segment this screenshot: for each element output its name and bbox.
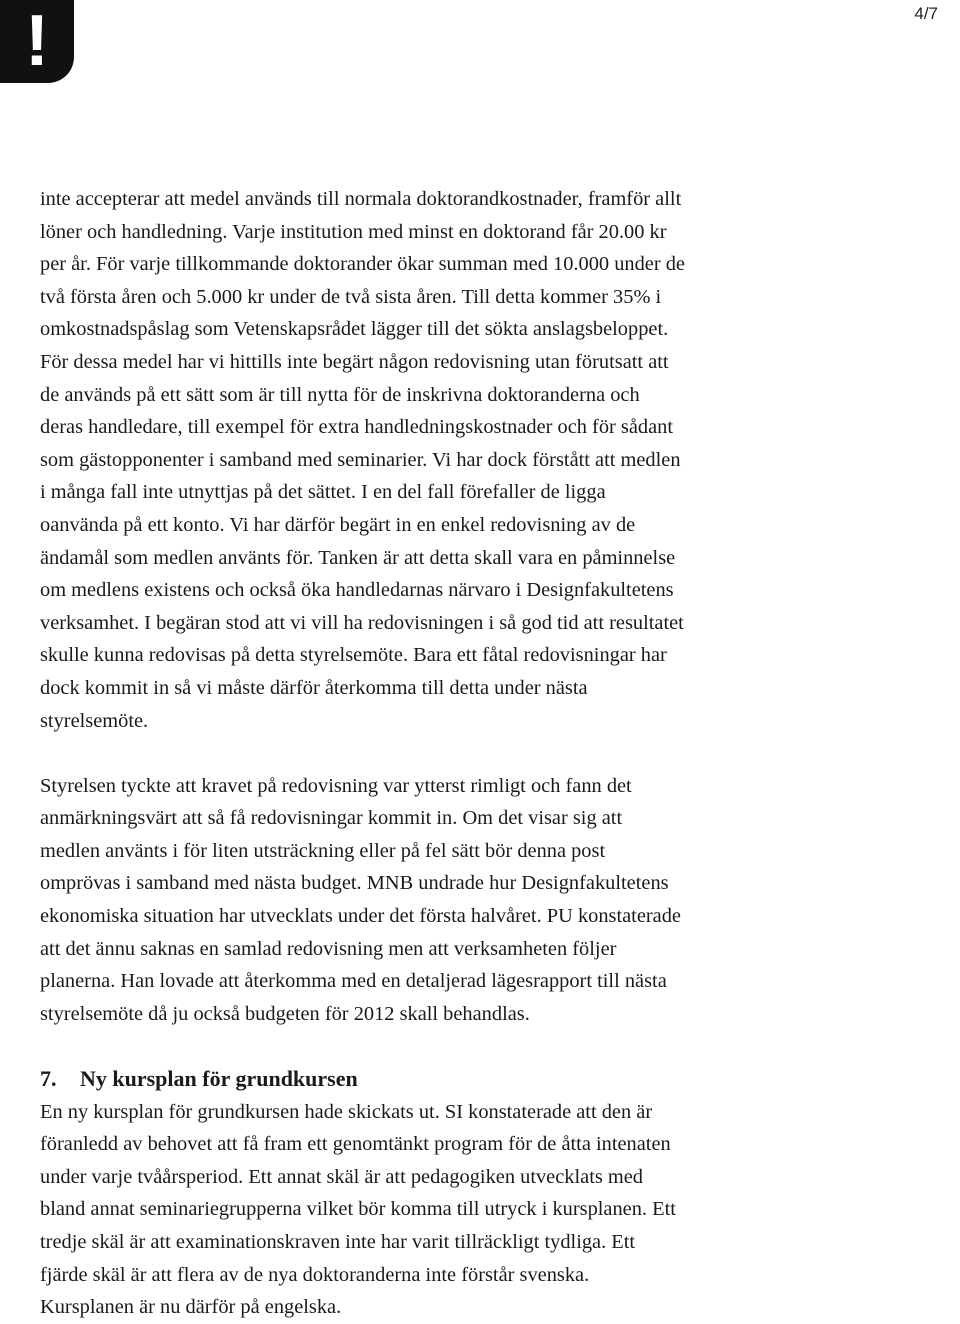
text-line: inte accepterar att medel används till normala doktorandkostnader, framför allt	[40, 188, 682, 210]
text-line: tredje skäl är att examinationskraven inte har varit tillräckligt tydliga. Ett	[40, 1231, 636, 1253]
text-line: verksamhet. I begäran stod att vi vill ha redovisningen i så god tid att resultatet	[40, 611, 684, 634]
section-heading	[40, 1063, 940, 1096]
document-body	[40, 183, 940, 1324]
text-line: omprövas i samband med nästa budget. MNB undrade hur Designfakultetens	[40, 872, 669, 895]
text-line: styrelsemöte.	[40, 709, 149, 732]
section-title: Ny kursplan för grundkursen	[80, 1066, 358, 1092]
paragraph-spacer	[40, 737, 940, 770]
text-line: dock kommit in så vi måste därför återkomma till detta under nästa	[40, 676, 588, 699]
text-line: styrelsemöte då ju också budgeten för 2012 skall behandlas.	[40, 1002, 530, 1025]
text-line: ekonomiska situation har utvecklats under det första halvåret. PU konstaterade	[40, 905, 681, 928]
text-line: om medlens existens och också öka handledarnas närvaro i Designfakultetens	[40, 579, 674, 602]
text-line: som gästopponenter i samband med seminarier. Vi har dock förstått att medlen	[40, 448, 681, 471]
text-line: skulle kunna redovisas på detta styrelsemöte. Bara ett fåtal redovisningar har	[40, 644, 667, 667]
text-line: ändamål som medlen använts för. Tanken är att detta skall vara en påminnelse	[40, 546, 676, 569]
section-7	[40, 1063, 940, 1324]
paragraph-spacer	[40, 1030, 940, 1063]
text-line: En ny kursplan för grundkursen hade skickats ut. SI konstaterade att den är	[40, 1100, 653, 1123]
page-number: 4/7	[914, 4, 938, 23]
text-line: löner och handledning. Varje institution med minst en doktorand får 20.00 kr	[40, 220, 667, 243]
paragraph-funding	[40, 183, 940, 737]
text-line: planerna. Han lovade att återkomma med en detaljerad lägesrapport till nästa	[40, 970, 667, 993]
text-line: under varje tvåårsperiod. Ett annat skäl är att pedagogiken utvecklats med	[40, 1165, 643, 1188]
text-line: per år. För varje tillkommande doktorander ökar summan med 10.000 under de	[40, 253, 685, 276]
text-line: oanvända på ett konto. Vi har därför begärt in en enkel redovisning av de	[40, 513, 636, 536]
text-line: två första åren och 5.000 kr under de två sista åren. Till detta kommer 35% i	[40, 285, 662, 308]
text-line: medlen använts i för liten utsträckning eller på fel sätt bör denna post	[40, 839, 606, 862]
paragraph-board-discussion	[40, 770, 940, 1031]
text-line: att det ännu saknas en samlad redovisning men att verksamheten följer	[40, 937, 617, 960]
text-line: deras handledare, till exempel för extra handledningskostnader och för sådant	[40, 416, 674, 439]
text-line: Kursplanen är nu därför på engelska.	[40, 1296, 342, 1319]
text-line: de används på ett sätt som är till nytta för de inskrivna doktoranderna och	[40, 383, 640, 406]
text-line: anmärkningsvärt att så få redovisningar kommit in. Om det visar sig att	[40, 807, 623, 830]
text-line: omkostnadspåslag som Vetenskapsrådet lägger till det sökta anslagsbeloppet.	[40, 318, 669, 341]
text-line: Styrelsen tyckte att kravet på redovisning var ytterst rimligt och fann det	[40, 774, 632, 797]
section-number: 7.	[40, 1066, 57, 1092]
text-line: fjärde skäl är att flera av de nya doktoranderna inte förstår svenska.	[40, 1263, 590, 1286]
exclamation-logo-icon: !	[0, 0, 74, 83]
text-line: i många fall inte utnyttjas på det sättet. I en del fall förefaller de ligga	[40, 481, 606, 504]
text-line: För dessa medel har vi hittills inte begärt någon redovisning utan förutsatt att	[40, 350, 669, 373]
text-line: föranledd av behovet att få fram ett genomtänkt program för de åtta intenaten	[40, 1133, 671, 1156]
text-line: bland annat seminariegrupperna vilket bör komma till utryck i kursplanen. Ett	[40, 1198, 676, 1221]
